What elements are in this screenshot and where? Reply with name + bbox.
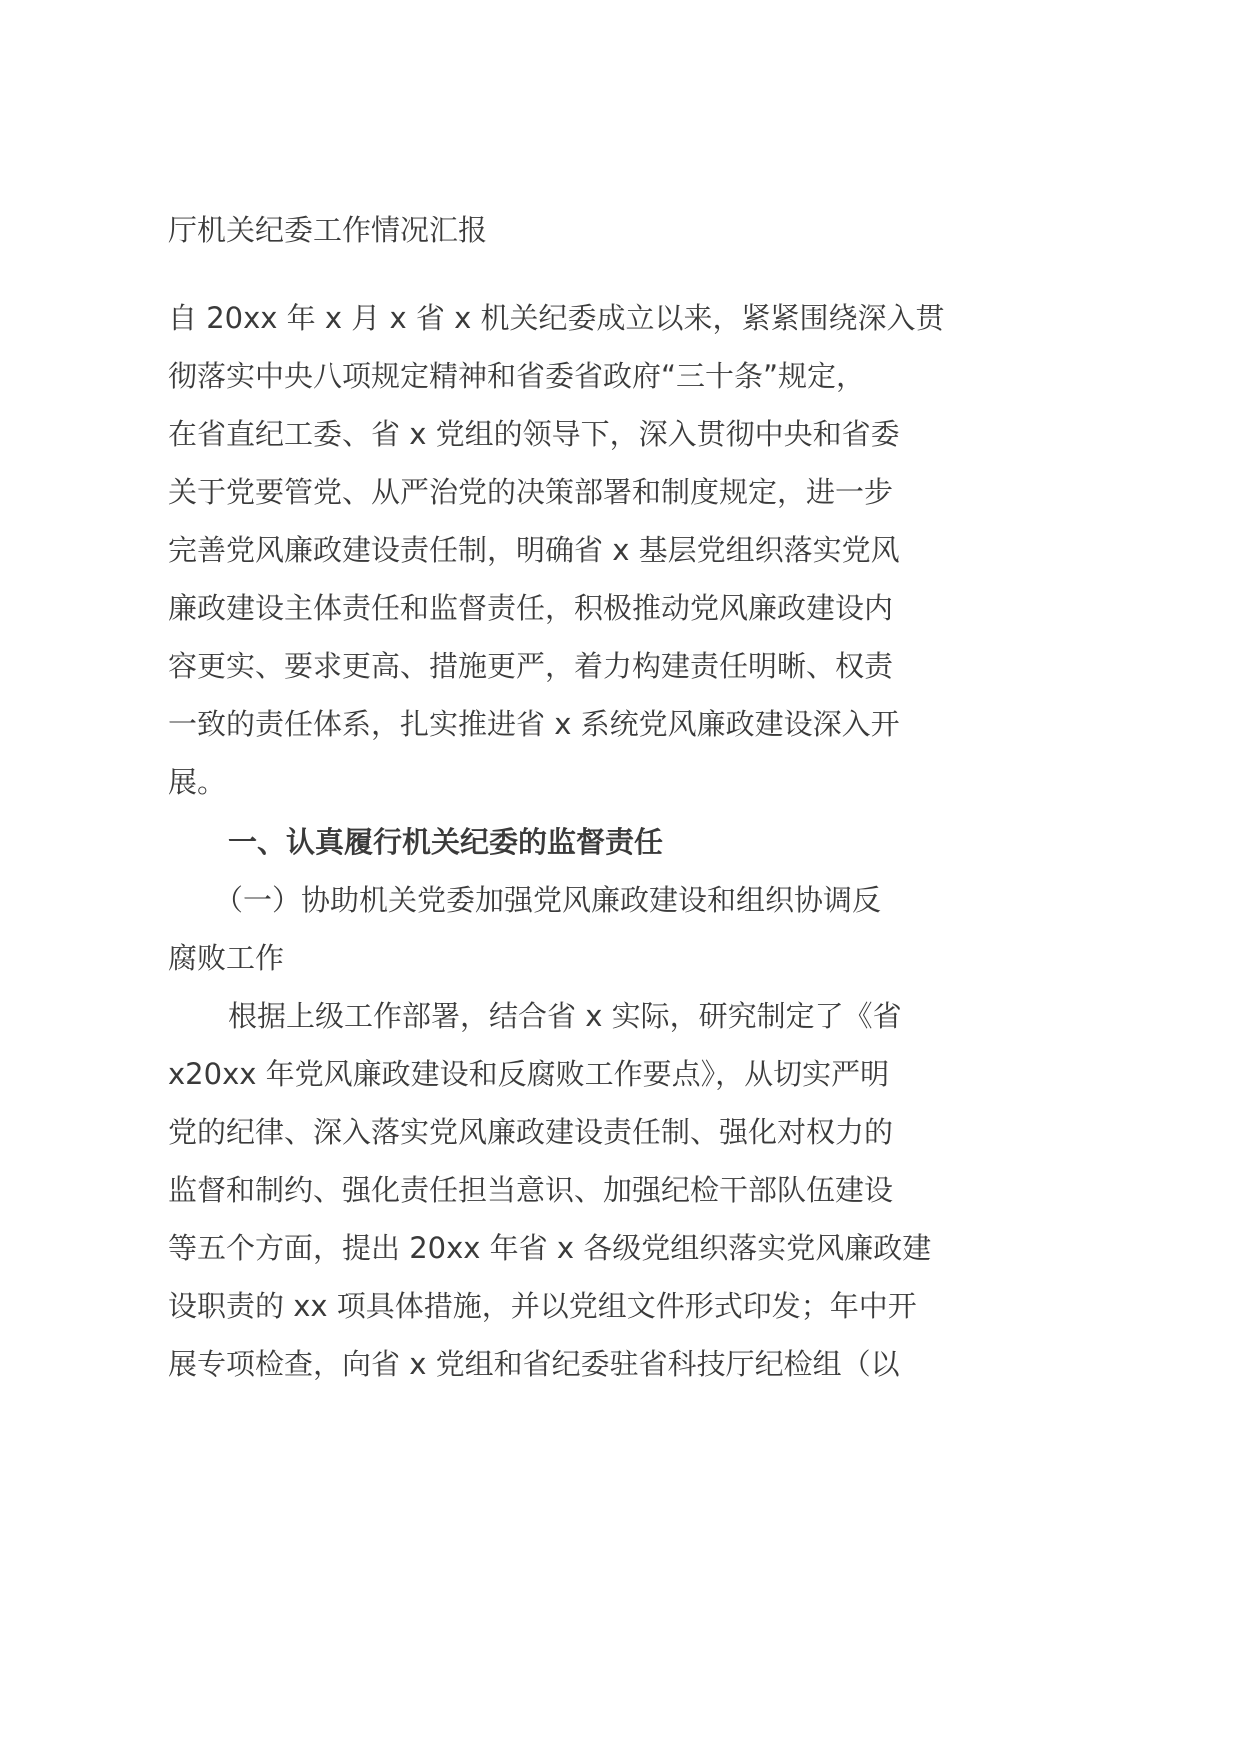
- paragraph-line: 在省直纪工委、省 x 党组的领导下，深入贯彻中央和省委: [168, 417, 900, 451]
- subsection-heading-line: （一）协助机关党委加强党风廉政建设和组织协调反: [214, 883, 882, 917]
- paragraph-line: 设职责的 xx 项具体措施，并以党组文件形式印发；年中开: [168, 1289, 917, 1323]
- section-heading: 一、认真履行机关纪委的监督责任: [228, 825, 664, 859]
- document-title: 厅机关纪委工作情况汇报: [168, 213, 488, 247]
- paragraph-line: 根据上级工作部署，结合省 x 实际，研究制定了《省: [228, 999, 902, 1033]
- paragraph-line: x20xx 年党风廉政建设和反腐败工作要点》，从切实严明: [168, 1057, 890, 1091]
- paragraph-line: 廉政建设主体责任和监督责任，积极推动党风廉政建设内: [168, 591, 894, 625]
- paragraph-line: 关于党要管党、从严治党的决策部署和制度规定，进一步: [168, 475, 894, 509]
- paragraph-line: 容更实、要求更高、措施更严，着力构建责任明晰、权责: [168, 649, 894, 683]
- paragraph-line: 自 20xx 年 x 月 x 省 x 机关纪委成立以来，紧紧围绕深入贯: [168, 301, 945, 335]
- paragraph-line: 党的纪律、深入落实党风廉政建设责任制、强化对权力的: [168, 1115, 894, 1149]
- paragraph-line: 完善党风廉政建设责任制，明确省 x 基层党组织落实党风: [168, 533, 900, 567]
- subsection-heading-line: 腐败工作: [168, 941, 285, 975]
- paragraph-line: 一致的责任体系，扎实推进省 x 系统党风廉政建设深入开: [168, 707, 900, 741]
- paragraph-line: 监督和制约、强化责任担当意识、加强纪检干部队伍建设: [168, 1173, 894, 1207]
- paragraph-line: 展专项检查，向省 x 党组和省纪委驻省科技厅纪检组（以: [168, 1347, 900, 1381]
- paragraph-line: 展。: [168, 765, 227, 799]
- paragraph-line: 彻落实中央八项规定精神和省委省政府“三十条”规定，: [168, 359, 866, 393]
- paragraph-line: 等五个方面，提出 20xx 年省 x 各级党组织落实党风廉政建: [168, 1231, 932, 1265]
